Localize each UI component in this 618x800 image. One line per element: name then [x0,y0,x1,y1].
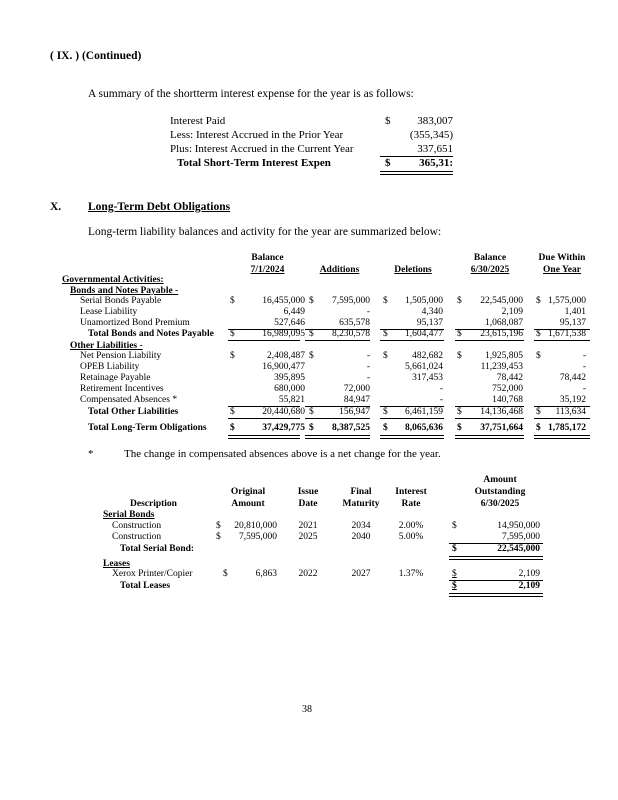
summary-label: Total Short-Term Interest Expen [177,157,331,169]
col-header-balance-start: Balance 7/1/2024 [250,253,285,275]
col-header-description: Description [130,499,177,509]
summary-value: (355,345) [409,129,453,141]
other-liabilities-label: Other Liabilities - [70,341,143,351]
table-row: Retirement Incentives 680,000 72,000 - 752,000 - [80,384,586,394]
grand-total-row: Total Long-Term Obligations $ 37,429,775 $ 8,387,525 $ 8,065,636 $ 37,751,664 $ 1,785,172 [88,423,586,433]
summary-label: Less: Interest Accrued in the Prior Year [170,129,344,141]
summary-label: Interest Paid [170,115,226,127]
leases-label: Leases [103,559,130,569]
dollar-sign: $ [385,115,391,127]
table-row: Xerox Printer/Copier $ 6,863 2022 2027 1.37% $ 2,109 [112,569,540,579]
col-header-due-within: Due Within One Year [538,253,586,275]
total-row: Total Leases $ 2,109 [120,581,540,591]
table-row: Compensated Absences * 55,821 84,947 - 140,768 35,192 [80,395,586,405]
summary-value: 365,31: [419,157,453,169]
total-row: Total Serial Bond: $ 22,545,000 [120,544,540,554]
table-row: Lease Liability 6,449 - 4,340 2,109 1,401 [80,307,586,317]
summary-total-row [170,157,453,170]
total-row: Total Bonds and Notes Payable $ 16,989,095 $ 8,230,578 $ 1,604,477 $ 23,615,196 $ 1,671,538 [88,329,586,339]
summary-row [170,143,453,156]
col-header-additions: Additions [319,265,360,275]
summary-row [170,129,453,142]
serial-bonds-label: Serial Bonds [103,510,155,520]
col-header-issue: Issue Date [297,487,319,509]
table-row: Unamortized Bond Premium 527,646 635,578 95,137 1,068,087 95,137 [80,318,586,328]
section-title: Long-Term Debt Obligations [88,201,231,213]
summary-label: Plus: Interest Accrued in the Current Year [170,143,354,155]
summary-value: 383,007 [417,115,453,127]
page-number: 38 [302,704,312,715]
table-row: Net Pension Liability $ 2,408,487 $ - $ 482,682 $ 1,925,805 $ - [80,351,586,361]
table-row: Retainage Payable 395,895 - 317,453 78,442 78,442 [80,373,586,383]
section-intro: Long-term liability balances and activity for the year are summarized below: [88,226,442,238]
section-number: X. [50,201,62,213]
col-header-final: Final Maturity [342,487,380,509]
section-continued-heading: ( IX. ) (Continued) [50,50,142,62]
table-row: Construction $ 7,595,000 2025 2040 5.00% 7,595,000 [112,532,540,542]
governmental-activities-label: Governmental Activities: [62,275,164,285]
total-row: Total Other Liabilities $ 20,440,680 $ 156,947 $ 6,461,159 $ 14,136,468 $ 113,634 [88,407,586,417]
summary-value: 337,651 [417,143,453,155]
col-header-balance-end: Balance 6/30/2025 [470,253,510,275]
col-header-deletions: Deletions [394,265,432,275]
dollar-sign: $ [385,157,391,169]
table-row: OPEB Liability 16,900,477 - 5,661,024 11,239,453 - [80,362,586,372]
table-row: Serial Bonds Payable $ 16,455,000 $ 7,595,000 $ 1,505,000 $ 22,545,000 $ 1,575,000 [80,296,586,306]
table-row: Construction $ 20,810,000 2021 2034 2.00% $ 14,950,000 [112,521,540,531]
summary-row [170,115,453,128]
short-term-intro: A summary of the shortterm interest expense for the year is as follows: [88,88,414,100]
col-header-rate: Interest Rate [395,487,427,509]
footnote-marker: * [88,448,94,460]
footnote-text: The change in compensated absences above is a net change for the year. [124,448,441,460]
col-header-outstanding: Amount Outstanding 6/30/2025 [474,475,526,509]
col-header-original: Original Amount [230,487,266,509]
total-double-rule [380,171,453,175]
bonds-notes-label: Bonds and Notes Payable - [70,286,179,296]
